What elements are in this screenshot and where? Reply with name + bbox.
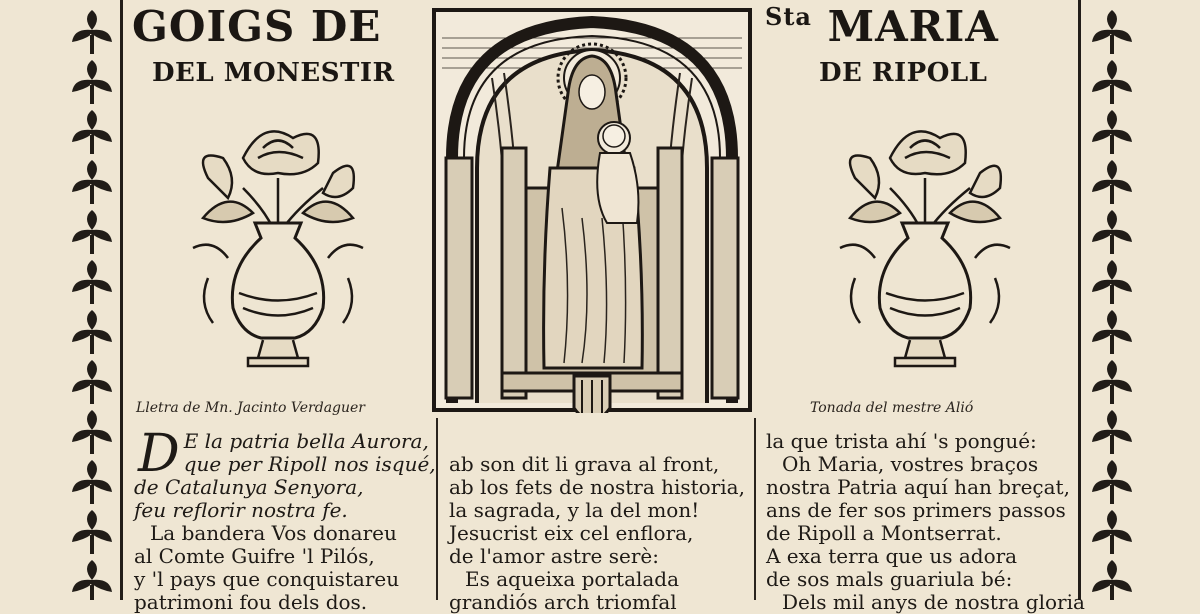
verse-line: de Catalunya Senyora, [134, 475, 364, 499]
fleur-ornament [1092, 360, 1132, 404]
fleur-ornament [72, 160, 112, 204]
verse-line: ans de fer sos primers passos [766, 498, 1066, 522]
title-left: GOIGS DE [132, 2, 382, 51]
music-credit: Tonada del mestre Alió [810, 400, 974, 416]
verse-line: feu reflorir nostra fe. [134, 498, 348, 522]
verse-line: de sos mals guariula bé: [766, 567, 1013, 591]
verse-line: nostra Patria aquí han breçat, [766, 475, 1070, 499]
verse-line: y 'l pays que conquistareu [134, 567, 400, 591]
verse-line: ab son dit li grava al front, [449, 452, 720, 476]
verse-line: de Ripoll a Montserrat. [766, 521, 1002, 545]
column-divider-2 [754, 418, 756, 600]
fleur-ornament [1092, 10, 1132, 54]
fleur-ornament [1092, 110, 1132, 154]
verse-column-1 [134, 424, 436, 614]
title-right-prefix: Sta [765, 2, 812, 31]
right-ornament-border [1082, 0, 1142, 600]
fleur-ornament [1092, 560, 1132, 600]
fleur-ornament [1092, 210, 1132, 254]
right-border-rule [1078, 0, 1081, 600]
column-divider-1 [436, 418, 438, 600]
drop-cap: D [138, 424, 180, 484]
verse-line: Dels mil anys de nostra gloria [782, 590, 1085, 614]
subtitle-right: DE RIPOLL [819, 58, 988, 88]
right-flower-vase-illustration [830, 118, 1020, 373]
lyrics-credit: Lletra de Mn. Jacinto Verdaguer [136, 400, 365, 416]
fleur-ornament [1092, 310, 1132, 354]
fleur-ornament [72, 10, 112, 54]
verse-column-3 [766, 429, 1085, 614]
verse-line: Oh Maria, vostres braços [782, 452, 1039, 476]
fleur-ornament [1092, 60, 1132, 104]
verse-line: ab los fets de nostra historia, [449, 475, 745, 499]
fleur-ornament [72, 260, 112, 304]
verse-line: La bandera Vos donareu [150, 521, 397, 545]
fleur-ornament [1092, 410, 1132, 454]
verse-line: Es aqueixa portalada [465, 567, 680, 591]
fleur-ornament [72, 560, 112, 600]
title-right-main: MARIA [827, 2, 999, 51]
fleur-ornament [72, 210, 112, 254]
verse-line: de l'amor astre serè: [449, 544, 659, 568]
verse-line: grandiós arch triomfal [449, 590, 677, 614]
verse-line: A exa terra que us adora [766, 544, 1018, 568]
verse-line: la que trista ahí 's pongué: [766, 429, 1037, 453]
virgin-and-child-woodcut [432, 8, 752, 413]
left-flower-vase-illustration [183, 118, 373, 373]
verse-line: que per Ripoll nos isqué, [183, 452, 436, 476]
fleur-ornament [72, 410, 112, 454]
subtitle-left: DEL MONESTIR [152, 58, 395, 88]
fleur-ornament [72, 110, 112, 154]
fleur-ornament [72, 510, 112, 554]
left-ornament-border [62, 0, 122, 600]
fleur-ornament [1092, 260, 1132, 304]
verse-line: Jesucrist eix cel enflora, [449, 521, 694, 545]
fleur-ornament [1092, 160, 1132, 204]
verse-line: la sagrada, y la del mon! [449, 498, 700, 522]
fleur-ornament [72, 310, 112, 354]
fleur-ornament [1092, 460, 1132, 504]
fleur-ornament [72, 460, 112, 504]
verse-line: patrimoni fou dels dos. [134, 590, 368, 614]
verse-line: E la patria bella Aurora, [183, 429, 429, 453]
verse-line: al Comte Guifre 'l Pilós, [134, 544, 375, 568]
verse-column-2 [449, 453, 749, 614]
title-right [765, 2, 999, 51]
fleur-ornament [72, 360, 112, 404]
fleur-ornament [72, 60, 112, 104]
fleur-ornament [1092, 510, 1132, 554]
